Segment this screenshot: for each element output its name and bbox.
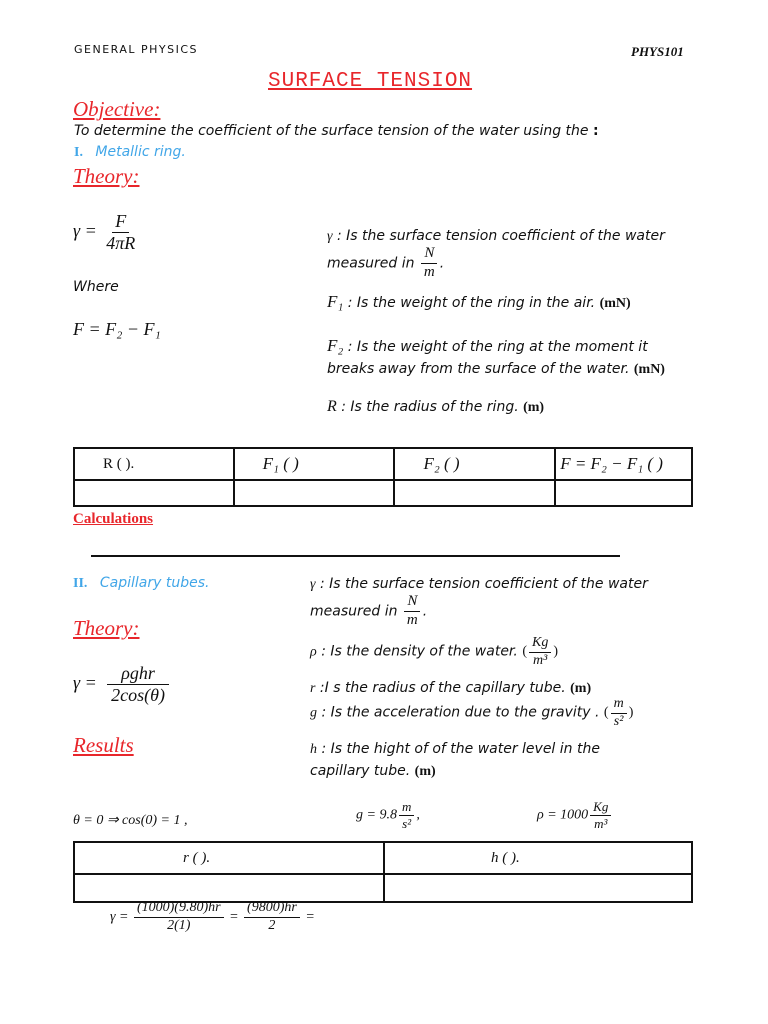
given-theta: θ = 0 ⇒ cos(0) = 1 , (73, 813, 188, 828)
formula-denominator: 2cos(θ) (111, 684, 165, 705)
final-fraction-2 (244, 901, 300, 933)
formula-numerator: F (112, 212, 129, 233)
unit-denominator: m (423, 263, 435, 280)
objective-sentence: To determine the coefficient of the surface tension of the water using the (74, 123, 589, 139)
given-rho-unit (590, 800, 611, 830)
def2-h-text2: capillary tube. (310, 762, 411, 779)
final-denominator-1: 2(1) (167, 917, 191, 933)
section2-label (73, 575, 209, 592)
def2-h-unit: (m) (414, 763, 436, 779)
unit-numerator: N (421, 246, 437, 264)
def2-gamma-symbol: γ (310, 577, 316, 592)
def2-g-symbol: g (310, 705, 317, 721)
unit-denominator: m³ (533, 652, 548, 668)
given-rho-lhs: ρ = 1000 (537, 807, 589, 823)
course-header: GENERAL PHYSICS (74, 43, 199, 56)
unit-numerator: Kg (590, 800, 611, 816)
def-r-unit: (m) (523, 400, 545, 415)
formula-fraction (103, 212, 138, 253)
def2-g-unit: ( $\frac{m}{\text{s²}}$ ) (603, 696, 634, 729)
unit-fraction (611, 697, 627, 729)
final-lhs: γ = (110, 909, 129, 925)
def2-gamma-unit (404, 594, 421, 629)
force-formula: F = F₂ − F₁ (73, 319, 161, 339)
given-rho (537, 800, 613, 830)
header-cell-r: R ( ). (74, 448, 234, 480)
page-title: SURFACE TENSION (268, 70, 473, 93)
def-gamma-text: : Is the surface tension coefficient of the water (336, 228, 665, 244)
theory-heading: Theory: (73, 164, 140, 188)
capillary-table (73, 841, 693, 903)
unit-denominator: m (406, 611, 418, 628)
table-header-row (74, 842, 692, 874)
given-g-tail: , (416, 807, 420, 823)
formula-lhs: γ = (73, 672, 97, 693)
def2-r-symbol: r (310, 681, 316, 696)
item-label: Metallic ring. (95, 144, 186, 160)
def-gamma-text2: measured in (327, 255, 415, 272)
def2-g-text: : Is the acceleration due to the gravity . (321, 704, 600, 721)
header-cell-f1: F₁ ( ) (234, 448, 395, 480)
calculations-heading: Calculations (73, 511, 154, 527)
def-f1 (327, 292, 631, 312)
def2-h-symbol: h (310, 742, 317, 757)
final-numerator-2: (9800)hr (244, 901, 300, 918)
def-gamma-symbol: γ (327, 229, 333, 244)
table-row (74, 874, 692, 902)
formula-denominator: 4πR (106, 232, 136, 253)
def2-h-text: : Is the hight of of the water level in the (321, 741, 600, 757)
given-g-lhs: g = 9.8 (356, 807, 397, 823)
unit-numerator: m (611, 697, 627, 714)
unit-denominator: m³ (594, 815, 608, 831)
objective-colon: : (592, 123, 599, 139)
table-cell[interactable] (74, 480, 234, 506)
def-f1-unit: (mN) (599, 296, 631, 311)
def2-r-unit: (m) (570, 681, 592, 696)
def2-rho (310, 636, 558, 668)
def-f2-text2: breaks away from the surface of the water. (327, 361, 630, 378)
def2-gamma (310, 576, 648, 628)
unit-numerator: N (404, 594, 420, 612)
section2-title: Capillary tubes. (99, 575, 210, 591)
def2-rho-unit: ( $\frac{Kg}{\text{m³}}$ ) (522, 635, 558, 668)
def-f1-symbol: F₁ (327, 292, 344, 311)
def2-g (310, 697, 633, 729)
table-cell[interactable] (384, 874, 692, 902)
header-cell-r: r ( ). (74, 842, 384, 874)
final-denominator-2: 2 (268, 917, 276, 933)
def-f2-unit: (mN) (633, 362, 665, 378)
def-f2-symbol: F₂ (327, 336, 344, 355)
header-cell-f2: F₂ ( ) (394, 448, 555, 480)
def-r (327, 398, 544, 416)
objective-heading: Objective: (73, 97, 161, 121)
theory2-heading: Theory: (73, 616, 140, 640)
def-f2 (327, 333, 665, 381)
final-equals: = (229, 909, 239, 925)
unit-denominator: s² (613, 713, 624, 729)
table-cell[interactable] (74, 874, 384, 902)
formula-lhs: γ = (73, 220, 97, 241)
def2-gamma-text: : Is the surface tension coefficient of the water (319, 576, 648, 592)
def-gamma (327, 228, 665, 280)
table-cell[interactable] (234, 480, 395, 506)
final-numerator-1: (1000)(9.80)hr (134, 901, 224, 918)
table-cell[interactable] (555, 480, 692, 506)
final-formula (110, 901, 315, 933)
capillary-formula (73, 664, 171, 705)
unit-tail: . (439, 255, 445, 272)
final-fraction-1 (134, 901, 224, 933)
def2-rho-text: : Is the density of the water. (321, 643, 518, 660)
table-row (74, 480, 692, 506)
given-g-unit (399, 800, 414, 830)
table-header-row (74, 448, 692, 480)
def-f1-text: : Is the weight of the ring in the air. (347, 295, 596, 311)
item-number: I. (74, 145, 83, 160)
objective-item (74, 144, 186, 161)
unit-tail: . (422, 603, 428, 620)
given-g (356, 800, 420, 830)
course-code: PHYS101 (631, 44, 684, 59)
def2-h (310, 739, 600, 782)
ring-formula (73, 212, 140, 253)
unit-fraction (529, 636, 551, 668)
table-cell[interactable] (394, 480, 555, 506)
def2-r-text: :I s the radius of the capillary tube. (319, 680, 566, 696)
formula-numerator: ρghr (107, 664, 169, 685)
where-label: Where (73, 279, 119, 295)
def-r-text: : Is the radius of the ring. (341, 399, 519, 415)
header-cell-h: h ( ). (384, 842, 692, 874)
section2-number: II. (73, 576, 88, 591)
ring-table (73, 447, 693, 507)
formula-fraction (107, 664, 169, 705)
results-heading: Results (73, 733, 134, 757)
header-cell-f: F = F₂ − F₁ ( ) (555, 448, 692, 480)
unit-denominator: s² (402, 815, 412, 831)
unit-numerator: Kg (529, 636, 551, 653)
def-gamma-unit (421, 246, 438, 281)
def2-rho-symbol: ρ (310, 644, 317, 660)
def-f2-text: : Is the weight of the ring at the moment it (347, 339, 648, 355)
section-divider (91, 555, 620, 557)
def-r-symbol: R (327, 398, 337, 415)
final-tail: = (305, 909, 315, 925)
def2-r (310, 680, 591, 697)
objective-text (74, 123, 599, 139)
unit-numerator: m (399, 800, 414, 816)
def2-gamma-text2: measured in (310, 603, 398, 620)
